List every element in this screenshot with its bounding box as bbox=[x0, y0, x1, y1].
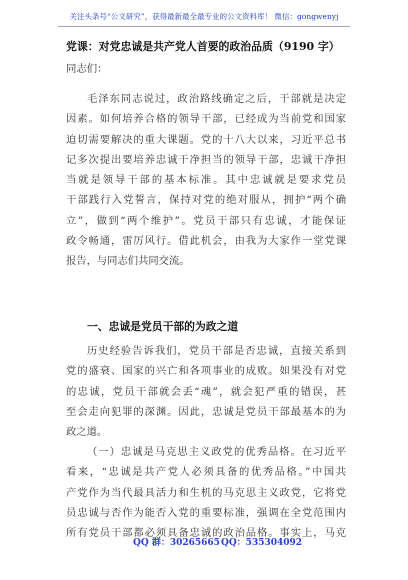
paragraph-line: 看来，“忠诚是共产党人必须具备的优秀品格。”中国共 bbox=[66, 466, 346, 479]
paragraph-line: 的忠诚，党员干部就会丢“魂”，就会犯严重的错误，甚 bbox=[66, 385, 346, 398]
paragraph-line: 政之道。 bbox=[66, 426, 108, 439]
paragraph-line: 毛泽东同志说过，政治路线确定之后，干部就是决定 bbox=[87, 93, 346, 105]
qq-contact: QQ：535304092 bbox=[221, 538, 303, 548]
paragraph-line: 产党作为当代最具活力和生机的马克思主义政党，它将党 bbox=[66, 486, 346, 499]
paragraph-3 bbox=[66, 442, 346, 543]
section-heading: 一、忠诚是党员干部的为政之道 bbox=[87, 320, 239, 333]
paragraph-line: 所有党员干部都必须具备忠诚的政治品格。事实上，马克 bbox=[66, 527, 346, 540]
paragraph-line: 党的盛衰、国家的兴亡和各项事业的成败。如果没有对党 bbox=[66, 365, 346, 378]
paragraph-line: 因素。如何培养合格的领导干部，已经成为当前党和国家 bbox=[66, 113, 346, 126]
document-title: 党课：对党忠诚是共产党人首要的政治品质（9190 字） bbox=[66, 40, 340, 53]
header-divider bbox=[58, 26, 350, 27]
paragraph-line: 历史经验告诉我们，党员干部是否忠诚，直接关系到 bbox=[87, 345, 346, 357]
paragraph-line: 迫切需要解决的重大课题。党的十八大以来，习近平总书 bbox=[66, 133, 346, 146]
paragraph-line: 政令畅通，雷厉风行。借此机会，由我为大家作一堂党课 bbox=[66, 235, 346, 248]
paragraph-line: 立”，做到“两个维护”。党员干部只有忠诚，才能保证 bbox=[66, 214, 346, 227]
header-banner: 关注头条号“公文研究”，获得最新最全最专业的公文资料库！ 微信：gongwenyj bbox=[69, 12, 339, 21]
paragraph-line: 报告，与同志们共同交流。 bbox=[66, 255, 190, 268]
salutation: 同志们： bbox=[66, 63, 108, 75]
paragraph-line: 干部践行入党誓言，保持对党的绝对服从，拥护“两个确 bbox=[66, 194, 346, 207]
paragraph-2 bbox=[66, 341, 346, 442]
paragraph-line: 记多次提出要培养忠诚干净担当的领导干部，忠诚干净担 bbox=[66, 153, 346, 166]
paragraph-line: 至会走向犯罪的深渊。因此，忠诚是党员干部最基本的为 bbox=[66, 405, 346, 418]
paragraph-line: （一）忠诚是马克思主义政党的优秀品格。在习近平 bbox=[87, 446, 346, 458]
paragraph-1 bbox=[66, 89, 346, 272]
paragraph-line: 当就是领导干部的基本标准。其中忠诚就是要求党员 bbox=[66, 174, 346, 187]
paragraph-line: 员忠诚与否作为能否入党的重要标准，强调在全党范围内 bbox=[66, 506, 346, 519]
qq-group-contact: QQ 群：30265665 bbox=[133, 538, 220, 548]
